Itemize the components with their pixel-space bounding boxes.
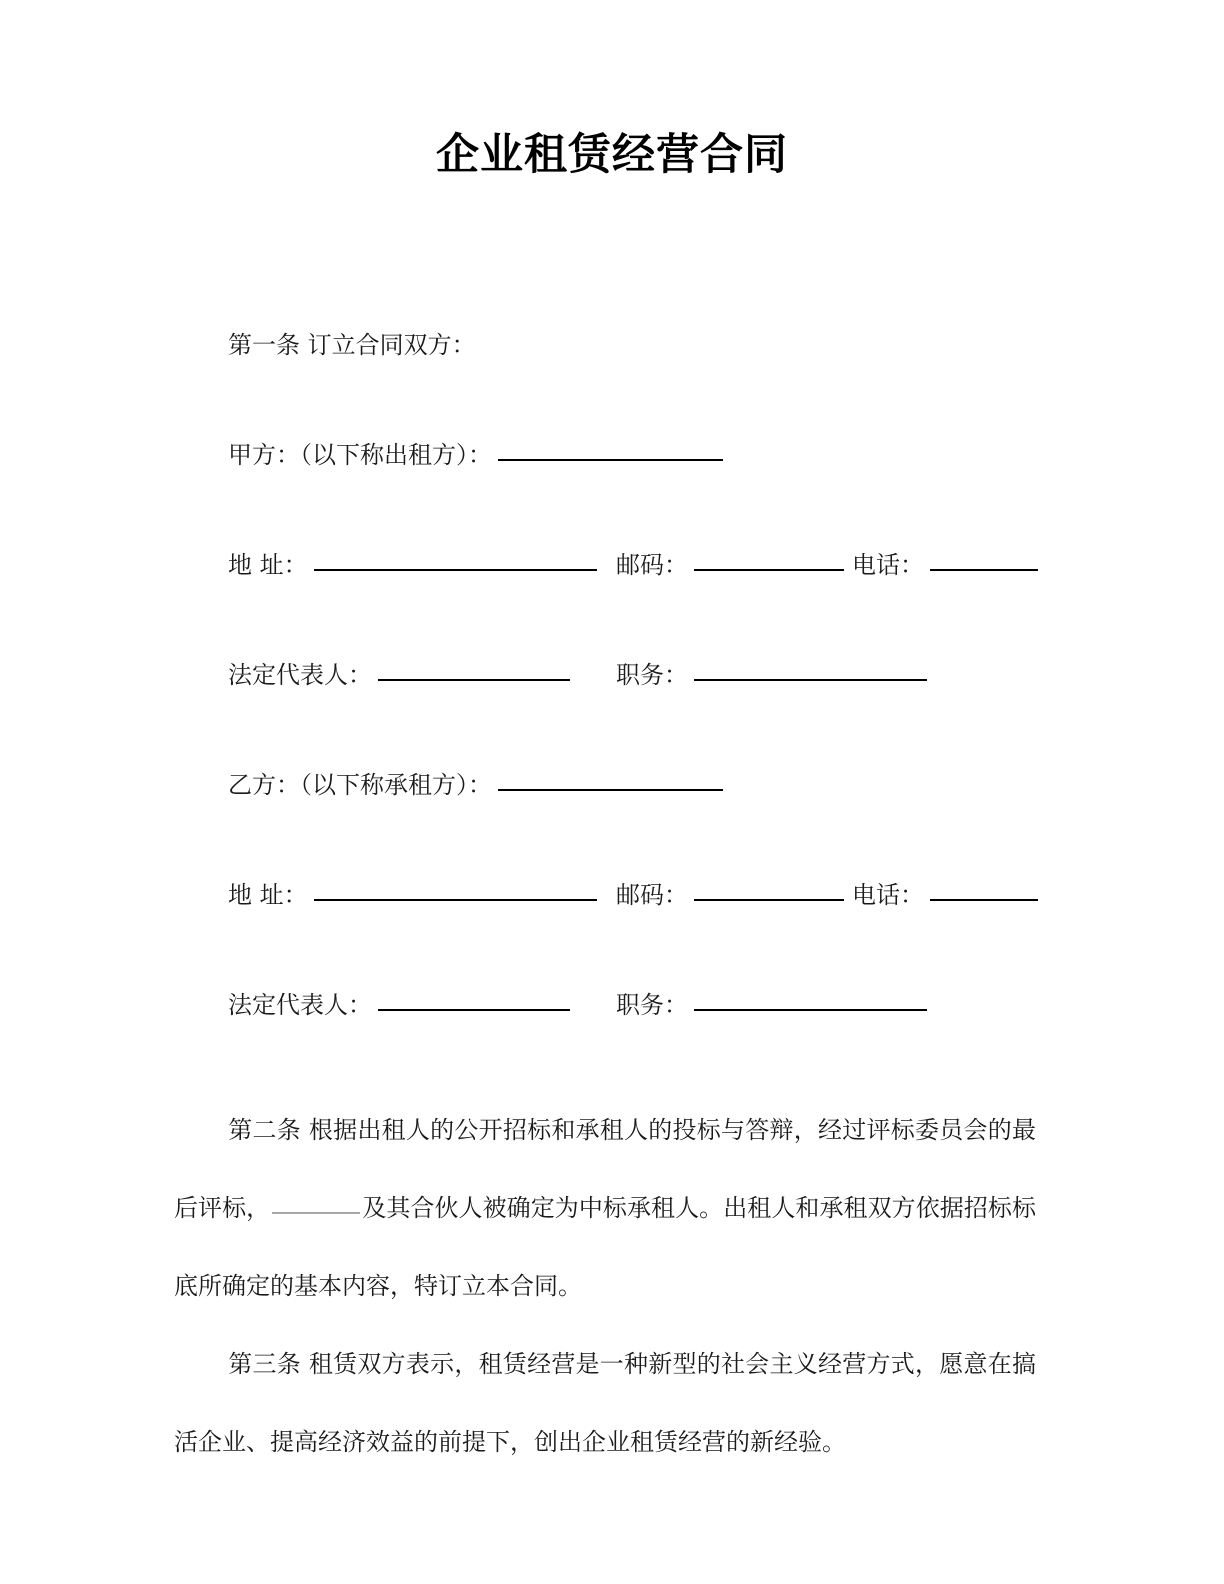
- article-three-paragraph: [174, 1325, 1036, 1481]
- party-a-title-label: 职务：: [616, 661, 688, 689]
- party-a-row: [174, 440, 1036, 550]
- party-b-postcode-field: [616, 880, 844, 910]
- party-b-field: [174, 770, 723, 800]
- party-a-rep-input[interactable]: [378, 679, 570, 681]
- party-b-phone-label: 电话：: [852, 881, 924, 909]
- party-b-title-label: 职务：: [616, 991, 688, 1019]
- article-three-text: 第三条 租赁双方表示，租赁经营是一种新型的社会主义经营方式，愿意在搞活企业、提高经济效益的前提下，创出企业租赁经营的新经验。: [174, 1350, 1036, 1456]
- article-two-blank-input[interactable]: [272, 1212, 360, 1214]
- party-a-postcode-field: [616, 550, 844, 580]
- article-one-heading-row: [174, 330, 1036, 440]
- party-b-input[interactable]: [498, 789, 723, 791]
- article-two-text-after-blank: 及其合伙人被确定为中标承租人。出租人和承租双方依据招标标底所确定的基本内容，特订立本合同。: [174, 1194, 1036, 1300]
- party-a-field: [174, 440, 723, 470]
- party-a-phone-field: [852, 550, 1038, 580]
- party-a-postcode-input[interactable]: [694, 569, 844, 571]
- party-a-address-field: [228, 550, 597, 580]
- article-one-block: [174, 330, 1036, 1100]
- party-a-address-label: 地 址：: [228, 551, 308, 579]
- party-a-rep-row: [174, 660, 1036, 770]
- party-b-title-field: [616, 990, 927, 1020]
- party-a-phone-input[interactable]: [930, 569, 1038, 571]
- article-two-paragraph: [174, 1091, 1036, 1325]
- party-b-label: 乙方：（以下称承租方）：: [228, 771, 492, 799]
- party-b-rep-input[interactable]: [378, 1009, 570, 1011]
- party-a-rep-label: 法定代表人：: [228, 661, 372, 689]
- article-one-heading: 第一条 订立合同双方：: [228, 331, 476, 359]
- party-b-postcode-label: 邮码：: [616, 881, 688, 909]
- party-b-rep-row: [174, 990, 1036, 1100]
- party-a-address-row: [174, 550, 1036, 660]
- party-b-address-label: 地 址：: [228, 881, 308, 909]
- party-a-rep-field: [228, 660, 570, 690]
- party-b-phone-input[interactable]: [930, 899, 1038, 901]
- party-b-phone-field: [852, 880, 1038, 910]
- party-b-address-row: [174, 880, 1036, 990]
- party-a-postcode-label: 邮码：: [616, 551, 688, 579]
- party-a-address-input[interactable]: [314, 569, 597, 571]
- party-a-label: 甲方：（以下称出租方）：: [228, 441, 492, 469]
- party-b-row: [174, 770, 1036, 880]
- party-b-address-input[interactable]: [314, 899, 597, 901]
- article-two-text-before-blank: 第二条 根据出租人的公开招标和承租人的投标与答辩，经过评标委员会的最后评标，: [174, 1116, 1036, 1222]
- party-b-rep-label: 法定代表人：: [228, 991, 372, 1019]
- party-b-postcode-input[interactable]: [694, 899, 844, 901]
- party-a-phone-label: 电话：: [852, 551, 924, 579]
- party-a-title-input[interactable]: [694, 679, 927, 681]
- page-title: 企业租赁经营合同: [436, 130, 788, 180]
- party-a-title-field: [616, 660, 927, 690]
- party-a-input[interactable]: [498, 459, 723, 461]
- party-b-address-field: [228, 880, 597, 910]
- party-b-rep-field: [228, 990, 570, 1020]
- party-b-title-input[interactable]: [694, 1009, 927, 1011]
